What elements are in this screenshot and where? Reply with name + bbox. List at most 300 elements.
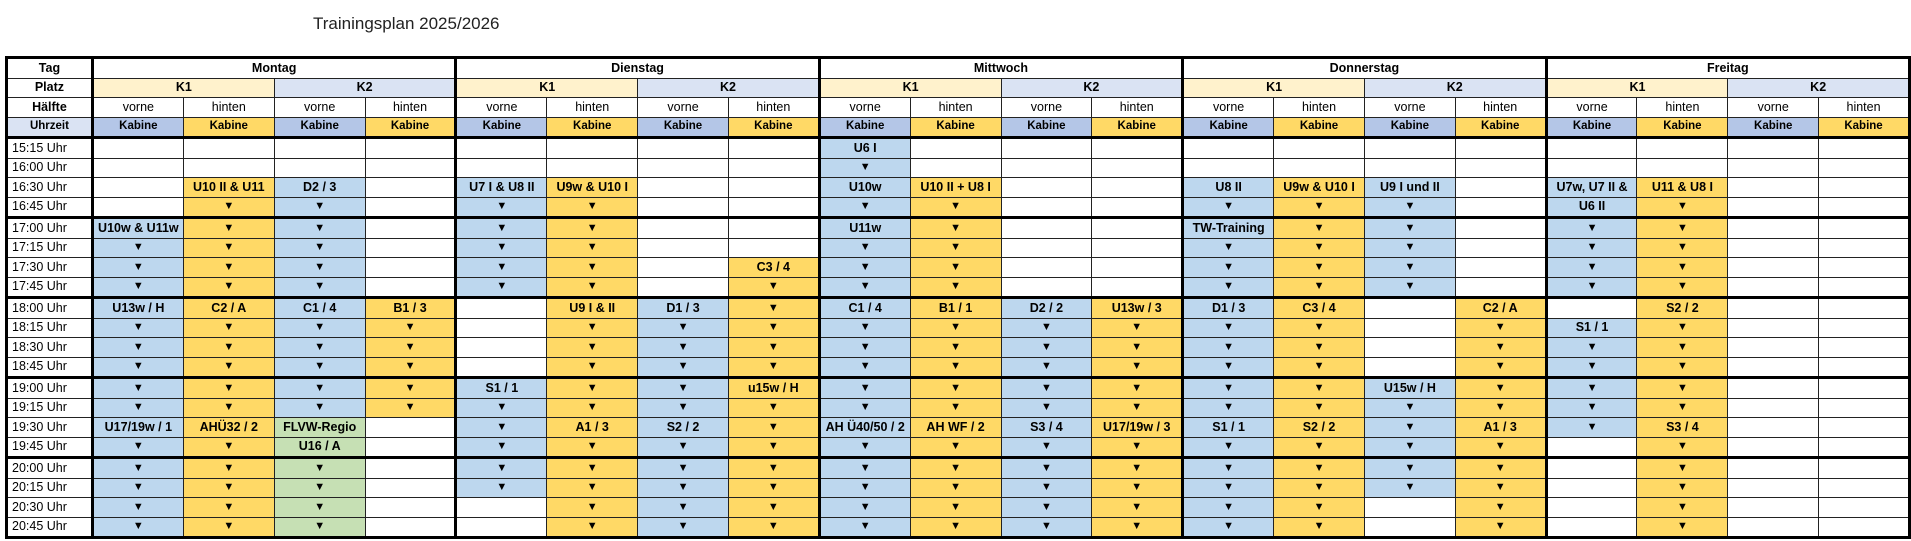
- haelfte-hinten: hinten: [1092, 98, 1183, 118]
- continuation-arrow-icon: ▼: [910, 197, 1001, 218]
- empty-slot: [1546, 298, 1637, 319]
- empty-slot: [1364, 517, 1455, 538]
- training-slot: S3 / 4: [1001, 418, 1092, 438]
- continuation-arrow-icon: ▼: [274, 218, 365, 239]
- empty-slot: [638, 158, 729, 178]
- kabine-cell: Kabine: [274, 117, 365, 138]
- continuation-arrow-icon: ▼: [1274, 258, 1365, 278]
- continuation-arrow-icon: ▼: [1183, 437, 1274, 458]
- empty-slot: [456, 338, 547, 358]
- continuation-arrow-icon: ▼: [1364, 478, 1455, 498]
- haelfte-vorne: vorne: [1364, 98, 1455, 118]
- training-slot: U11w: [819, 218, 910, 239]
- training-slot: AH Ü40/50 / 2: [819, 418, 910, 438]
- platz-k2: K2: [1364, 78, 1546, 98]
- time-label: 20:00 Uhr: [7, 458, 93, 479]
- empty-slot: [1455, 158, 1546, 178]
- continuation-arrow-icon: ▼: [274, 197, 365, 218]
- continuation-arrow-icon: ▼: [92, 458, 183, 479]
- continuation-arrow-icon: ▼: [365, 398, 456, 418]
- continuation-arrow-icon: ▼: [1455, 338, 1546, 358]
- continuation-arrow-icon: ▼: [547, 478, 638, 498]
- continuation-arrow-icon: ▼: [1092, 478, 1183, 498]
- continuation-arrow-icon: ▼: [1364, 398, 1455, 418]
- training-slot: C1 / 4: [274, 298, 365, 319]
- time-label: 18:15 Uhr: [7, 318, 93, 338]
- continuation-arrow-icon: ▼: [274, 458, 365, 479]
- continuation-arrow-icon: ▼: [1274, 478, 1365, 498]
- continuation-arrow-icon: ▼: [274, 517, 365, 538]
- empty-slot: [274, 138, 365, 159]
- training-slot: A1 / 3: [1455, 418, 1546, 438]
- continuation-arrow-icon: ▼: [1637, 517, 1728, 538]
- empty-slot: [547, 138, 638, 159]
- continuation-arrow-icon: ▼: [456, 197, 547, 218]
- continuation-arrow-icon: ▼: [1637, 338, 1728, 358]
- platz-k2: K2: [274, 78, 456, 98]
- continuation-arrow-icon: ▼: [456, 458, 547, 479]
- continuation-arrow-icon: ▼: [819, 357, 910, 378]
- training-slot: U17/19w / 3: [1092, 418, 1183, 438]
- empty-slot: [1728, 258, 1819, 278]
- time-label: 17:30 Uhr: [7, 258, 93, 278]
- platz-k1: K1: [819, 78, 1001, 98]
- continuation-arrow-icon: ▼: [910, 338, 1001, 358]
- platz-k1: K1: [1183, 78, 1365, 98]
- continuation-arrow-icon: ▼: [1637, 478, 1728, 498]
- continuation-arrow-icon: ▼: [1001, 378, 1092, 399]
- time-row: [7, 378, 1910, 399]
- continuation-arrow-icon: ▼: [547, 498, 638, 518]
- continuation-arrow-icon: ▼: [638, 378, 729, 399]
- kabine-cell: Kabine: [1364, 117, 1455, 138]
- continuation-arrow-icon: ▼: [1274, 437, 1365, 458]
- continuation-arrow-icon: ▼: [274, 357, 365, 378]
- time-row: [7, 398, 1910, 418]
- time-label: 17:15 Uhr: [7, 238, 93, 258]
- kabine-cell: Kabine: [1546, 117, 1637, 138]
- empty-slot: [728, 178, 819, 198]
- empty-slot: [1274, 138, 1365, 159]
- continuation-arrow-icon: ▼: [1546, 357, 1637, 378]
- continuation-arrow-icon: ▼: [1274, 458, 1365, 479]
- continuation-arrow-icon: ▼: [910, 238, 1001, 258]
- empty-slot: [1819, 258, 1910, 278]
- empty-slot: [638, 238, 729, 258]
- kabine-cell: Kabine: [1819, 117, 1910, 138]
- continuation-arrow-icon: ▼: [1274, 197, 1365, 218]
- empty-slot: [365, 437, 456, 458]
- continuation-arrow-icon: ▼: [638, 458, 729, 479]
- haelfte-vorne: vorne: [1001, 98, 1092, 118]
- continuation-arrow-icon: ▼: [819, 398, 910, 418]
- continuation-arrow-icon: ▼: [1183, 458, 1274, 479]
- empty-slot: [1728, 197, 1819, 218]
- haelfte-row: [7, 98, 1910, 118]
- tag-label: Tag: [7, 58, 93, 79]
- training-slot: S1 / 1: [456, 378, 547, 399]
- continuation-arrow-icon: ▼: [183, 357, 274, 378]
- platz-k1: K1: [456, 78, 638, 98]
- empty-slot: [456, 517, 547, 538]
- haelfte-hinten: hinten: [1637, 98, 1728, 118]
- empty-slot: [1819, 178, 1910, 198]
- time-label: 20:45 Uhr: [7, 517, 93, 538]
- empty-slot: [1546, 458, 1637, 479]
- kabine-cell: Kabine: [1092, 117, 1183, 138]
- empty-slot: [92, 138, 183, 159]
- continuation-arrow-icon: ▼: [1637, 318, 1728, 338]
- empty-slot: [1183, 158, 1274, 178]
- continuation-arrow-icon: ▼: [547, 258, 638, 278]
- day-dienstag: Dienstag: [456, 58, 819, 79]
- continuation-arrow-icon: ▼: [547, 517, 638, 538]
- empty-slot: [1728, 158, 1819, 178]
- time-row: [7, 197, 1910, 218]
- continuation-arrow-icon: ▼: [1274, 277, 1365, 298]
- continuation-arrow-icon: ▼: [1274, 338, 1365, 358]
- continuation-arrow-icon: ▼: [456, 478, 547, 498]
- continuation-arrow-icon: ▼: [1546, 218, 1637, 239]
- continuation-arrow-icon: ▼: [1001, 458, 1092, 479]
- training-slot: U9w & U10 I: [1274, 178, 1365, 198]
- empty-slot: [1092, 238, 1183, 258]
- continuation-arrow-icon: ▼: [1546, 418, 1637, 438]
- continuation-arrow-icon: ▼: [1274, 498, 1365, 518]
- training-slot: U7w, U7 II &: [1546, 178, 1637, 198]
- continuation-arrow-icon: ▼: [1364, 197, 1455, 218]
- continuation-arrow-icon: ▼: [819, 338, 910, 358]
- continuation-arrow-icon: ▼: [1364, 437, 1455, 458]
- day-row: [7, 58, 1910, 79]
- continuation-arrow-icon: ▼: [1092, 318, 1183, 338]
- empty-slot: [365, 218, 456, 239]
- continuation-arrow-icon: ▼: [183, 197, 274, 218]
- continuation-arrow-icon: ▼: [1274, 238, 1365, 258]
- continuation-arrow-icon: ▼: [819, 258, 910, 278]
- empty-slot: [456, 357, 547, 378]
- continuation-arrow-icon: ▼: [1274, 318, 1365, 338]
- time-row: [7, 357, 1910, 378]
- empty-slot: [1819, 318, 1910, 338]
- empty-slot: [1455, 138, 1546, 159]
- haelfte-hinten: hinten: [728, 98, 819, 118]
- empty-slot: [547, 158, 638, 178]
- empty-slot: [1001, 218, 1092, 239]
- continuation-arrow-icon: ▼: [547, 458, 638, 479]
- empty-slot: [1455, 218, 1546, 239]
- training-slot: U7 I & U8 II: [456, 178, 547, 198]
- continuation-arrow-icon: ▼: [547, 218, 638, 239]
- continuation-arrow-icon: ▼: [1183, 197, 1274, 218]
- platz-k1: K1: [1546, 78, 1728, 98]
- platz-row: [7, 78, 1910, 98]
- continuation-arrow-icon: ▼: [456, 437, 547, 458]
- training-slot: U16 / A: [274, 437, 365, 458]
- continuation-arrow-icon: ▼: [910, 357, 1001, 378]
- empty-slot: [1092, 158, 1183, 178]
- empty-slot: [1546, 478, 1637, 498]
- continuation-arrow-icon: ▼: [1637, 197, 1728, 218]
- continuation-arrow-icon: ▼: [183, 277, 274, 298]
- training-slot: B1 / 1: [910, 298, 1001, 319]
- day-mittwoch: Mittwoch: [819, 58, 1182, 79]
- empty-slot: [728, 197, 819, 218]
- continuation-arrow-icon: ▼: [183, 378, 274, 399]
- continuation-arrow-icon: ▼: [456, 277, 547, 298]
- continuation-arrow-icon: ▼: [728, 357, 819, 378]
- continuation-arrow-icon: ▼: [910, 458, 1001, 479]
- haelfte-vorne: vorne: [819, 98, 910, 118]
- kabine-cell: Kabine: [92, 117, 183, 138]
- day-montag: Montag: [92, 58, 456, 79]
- empty-slot: [183, 158, 274, 178]
- continuation-arrow-icon: ▼: [547, 378, 638, 399]
- empty-slot: [1728, 238, 1819, 258]
- empty-slot: [1546, 517, 1637, 538]
- empty-slot: [1728, 218, 1819, 239]
- continuation-arrow-icon: ▼: [547, 338, 638, 358]
- empty-slot: [1819, 238, 1910, 258]
- training-slot: A1 / 3: [547, 418, 638, 438]
- empty-slot: [910, 138, 1001, 159]
- continuation-arrow-icon: ▼: [1364, 418, 1455, 438]
- empty-slot: [1546, 437, 1637, 458]
- continuation-arrow-icon: ▼: [1637, 437, 1728, 458]
- continuation-arrow-icon: ▼: [547, 238, 638, 258]
- empty-slot: [1819, 398, 1910, 418]
- empty-slot: [365, 418, 456, 438]
- continuation-arrow-icon: ▼: [1183, 398, 1274, 418]
- continuation-arrow-icon: ▼: [1001, 357, 1092, 378]
- training-slot: D1 / 3: [1183, 298, 1274, 319]
- time-label: 19:00 Uhr: [7, 378, 93, 399]
- empty-slot: [1819, 197, 1910, 218]
- empty-slot: [1728, 437, 1819, 458]
- time-label: 18:45 Uhr: [7, 357, 93, 378]
- continuation-arrow-icon: ▼: [728, 437, 819, 458]
- kabine-cell: Kabine: [910, 117, 1001, 138]
- continuation-arrow-icon: ▼: [819, 238, 910, 258]
- empty-slot: [638, 258, 729, 278]
- continuation-arrow-icon: ▼: [1637, 357, 1728, 378]
- empty-slot: [1183, 138, 1274, 159]
- empty-slot: [1455, 178, 1546, 198]
- empty-slot: [1728, 338, 1819, 358]
- empty-slot: [365, 277, 456, 298]
- continuation-arrow-icon: ▼: [1092, 498, 1183, 518]
- continuation-arrow-icon: ▼: [92, 357, 183, 378]
- continuation-arrow-icon: ▼: [728, 338, 819, 358]
- empty-slot: [1455, 238, 1546, 258]
- training-slot: U17/19w / 1: [92, 418, 183, 438]
- training-slot: D2 / 2: [1001, 298, 1092, 319]
- empty-slot: [365, 178, 456, 198]
- training-slot: C3 / 4: [1274, 298, 1365, 319]
- time-label: 19:30 Uhr: [7, 418, 93, 438]
- time-row: [7, 478, 1910, 498]
- empty-slot: [92, 178, 183, 198]
- haelfte-vorne: vorne: [92, 98, 183, 118]
- empty-slot: [638, 218, 729, 239]
- empty-slot: [1546, 138, 1637, 159]
- empty-slot: [1819, 437, 1910, 458]
- training-slot: TW-Training: [1183, 218, 1274, 239]
- continuation-arrow-icon: ▼: [92, 258, 183, 278]
- continuation-arrow-icon: ▼: [274, 277, 365, 298]
- continuation-arrow-icon: ▼: [1001, 517, 1092, 538]
- empty-slot: [183, 138, 274, 159]
- empty-slot: [365, 258, 456, 278]
- empty-slot: [1728, 458, 1819, 479]
- empty-slot: [1364, 338, 1455, 358]
- uhrzeit-row: [7, 117, 1910, 138]
- continuation-arrow-icon: ▼: [274, 258, 365, 278]
- continuation-arrow-icon: ▼: [910, 378, 1001, 399]
- empty-slot: [1819, 138, 1910, 159]
- uhrzeit-label: Uhrzeit: [7, 117, 93, 138]
- kabine-cell: Kabine: [638, 117, 729, 138]
- time-row: [7, 498, 1910, 518]
- training-slot: U6 I: [819, 138, 910, 159]
- continuation-arrow-icon: ▼: [92, 437, 183, 458]
- kabine-cell: Kabine: [547, 117, 638, 138]
- continuation-arrow-icon: ▼: [819, 277, 910, 298]
- training-slot: C1 / 4: [819, 298, 910, 319]
- kabine-cell: Kabine: [1001, 117, 1092, 138]
- continuation-arrow-icon: ▼: [365, 338, 456, 358]
- continuation-arrow-icon: ▼: [1092, 338, 1183, 358]
- empty-slot: [1001, 138, 1092, 159]
- time-row: [7, 437, 1910, 458]
- empty-slot: [456, 498, 547, 518]
- continuation-arrow-icon: ▼: [365, 378, 456, 399]
- training-slot: U10 II & U11: [183, 178, 274, 198]
- empty-slot: [456, 158, 547, 178]
- empty-slot: [1819, 478, 1910, 498]
- training-slot: D2 / 3: [274, 178, 365, 198]
- continuation-arrow-icon: ▼: [1183, 318, 1274, 338]
- empty-slot: [365, 158, 456, 178]
- continuation-arrow-icon: ▼: [1364, 218, 1455, 239]
- empty-slot: [1364, 498, 1455, 518]
- empty-slot: [1819, 158, 1910, 178]
- training-slot: U9 I und II: [1364, 178, 1455, 198]
- continuation-arrow-icon: ▼: [1001, 498, 1092, 518]
- training-slot: S1 / 1: [1183, 418, 1274, 438]
- time-row: [7, 178, 1910, 198]
- continuation-arrow-icon: ▼: [1637, 218, 1728, 239]
- continuation-arrow-icon: ▼: [1546, 338, 1637, 358]
- time-label: 18:30 Uhr: [7, 338, 93, 358]
- continuation-arrow-icon: ▼: [1092, 357, 1183, 378]
- empty-slot: [1092, 218, 1183, 239]
- time-row: [7, 158, 1910, 178]
- continuation-arrow-icon: ▼: [638, 478, 729, 498]
- continuation-arrow-icon: ▼: [819, 437, 910, 458]
- continuation-arrow-icon: ▼: [1455, 357, 1546, 378]
- continuation-arrow-icon: ▼: [728, 458, 819, 479]
- training-slot: D1 / 3: [638, 298, 729, 319]
- continuation-arrow-icon: ▼: [819, 458, 910, 479]
- training-slot: C2 / A: [1455, 298, 1546, 319]
- training-slot: U10 II + U8 I: [910, 178, 1001, 198]
- continuation-arrow-icon: ▼: [183, 238, 274, 258]
- empty-slot: [92, 158, 183, 178]
- time-label: 15:15 Uhr: [7, 138, 93, 159]
- continuation-arrow-icon: ▼: [1455, 498, 1546, 518]
- continuation-arrow-icon: ▼: [1001, 338, 1092, 358]
- continuation-arrow-icon: ▼: [910, 398, 1001, 418]
- continuation-arrow-icon: ▼: [456, 258, 547, 278]
- continuation-arrow-icon: ▼: [183, 498, 274, 518]
- empty-slot: [1728, 357, 1819, 378]
- continuation-arrow-icon: ▼: [728, 277, 819, 298]
- training-slot: U10w & U11w: [92, 218, 183, 239]
- empty-slot: [1728, 478, 1819, 498]
- continuation-arrow-icon: ▼: [92, 338, 183, 358]
- empty-slot: [456, 298, 547, 319]
- training-slot: U10w: [819, 178, 910, 198]
- empty-slot: [1819, 218, 1910, 239]
- continuation-arrow-icon: ▼: [1455, 458, 1546, 479]
- training-slot: S2 / 2: [1274, 418, 1365, 438]
- continuation-arrow-icon: ▼: [1546, 398, 1637, 418]
- continuation-arrow-icon: ▼: [92, 517, 183, 538]
- empty-slot: [728, 158, 819, 178]
- haelfte-hinten: hinten: [1819, 98, 1910, 118]
- time-row: [7, 338, 1910, 358]
- empty-slot: [1819, 357, 1910, 378]
- empty-slot: [456, 318, 547, 338]
- continuation-arrow-icon: ▼: [1637, 277, 1728, 298]
- training-slot: u15w / H: [728, 378, 819, 399]
- continuation-arrow-icon: ▼: [638, 398, 729, 418]
- time-label: 17:45 Uhr: [7, 277, 93, 298]
- training-slot: U9 I & II: [547, 298, 638, 319]
- empty-slot: [1001, 258, 1092, 278]
- empty-slot: [1728, 378, 1819, 399]
- continuation-arrow-icon: ▼: [1364, 238, 1455, 258]
- continuation-arrow-icon: ▼: [910, 517, 1001, 538]
- kabine-cell: Kabine: [819, 117, 910, 138]
- continuation-arrow-icon: ▼: [728, 478, 819, 498]
- empty-slot: [1819, 338, 1910, 358]
- continuation-arrow-icon: ▼: [728, 318, 819, 338]
- time-row: [7, 238, 1910, 258]
- continuation-arrow-icon: ▼: [1092, 458, 1183, 479]
- time-row: [7, 418, 1910, 438]
- continuation-arrow-icon: ▼: [910, 218, 1001, 239]
- continuation-arrow-icon: ▼: [274, 498, 365, 518]
- empty-slot: [1364, 138, 1455, 159]
- continuation-arrow-icon: ▼: [1183, 357, 1274, 378]
- empty-slot: [274, 158, 365, 178]
- continuation-arrow-icon: ▼: [274, 338, 365, 358]
- continuation-arrow-icon: ▼: [1637, 498, 1728, 518]
- empty-slot: [1364, 357, 1455, 378]
- kabine-cell: Kabine: [728, 117, 819, 138]
- empty-slot: [1819, 378, 1910, 399]
- time-row: [7, 277, 1910, 298]
- empty-slot: [1092, 258, 1183, 278]
- time-row: [7, 258, 1910, 278]
- kabine-cell: Kabine: [183, 117, 274, 138]
- kabine-cell: Kabine: [1728, 117, 1819, 138]
- continuation-arrow-icon: ▼: [1092, 378, 1183, 399]
- time-row: [7, 458, 1910, 479]
- continuation-arrow-icon: ▼: [1183, 258, 1274, 278]
